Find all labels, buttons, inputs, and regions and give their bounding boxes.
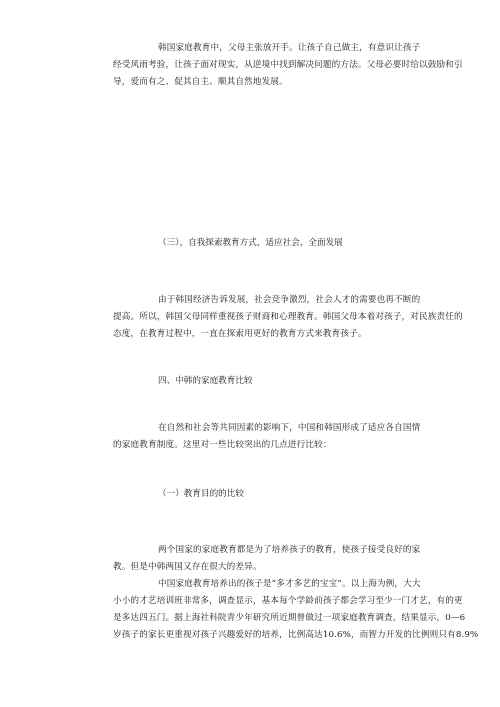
text-line: 经受风雨考验，让孩子面对现实，从逆境中找到解决问题的方法。父母必要时给以鼓励和引 [113, 60, 463, 70]
text-line: 的家庭教育制度。这里对一些比较突出的几点进行比较： [113, 440, 332, 450]
text-line: 提高。所以，韩国父母同样重视孩子财商和心理教育。韩国父母本着对孩子，对民族责任的 [113, 312, 463, 322]
text-line: 教。但是中韩两国又存在很大的差异。 [113, 562, 262, 572]
text-line: 小小的才艺培训班非常多，调查显示，基本每个学龄前孩子都会学习至少一门才艺，有的更 [113, 596, 463, 606]
text-line: 韩国家庭教育中，父母主张放开手。让孩子自己做主，有意识让孩子 [158, 43, 421, 53]
paragraph-goals [113, 542, 421, 576]
section-heading-education-goals: （一）教育目的的比较 [158, 489, 244, 499]
text-line: 是多达四五门。据上海社科院青少年研究所近期曾做过一项家庭教育调查，结果显示，0—6 [113, 613, 466, 623]
text-line: 在自然和社会等共同因素的影响下，中国和韩国形成了适应各自国情 [158, 423, 421, 433]
text-line: 导，爱而有之、促其自主、顺其自然地发展。 [113, 77, 288, 87]
paragraph-comparison-intro [113, 420, 421, 454]
text-line: 岁孩子的家长更重视对孩子兴趣爱好的培养，比例高达10.6%，而智力开发的比例则只有8.9% [113, 630, 479, 640]
paragraph-chinese-talents [113, 576, 479, 644]
text-line: 中国家庭教育培养出的孩子是“多才多艺的宝宝”。以上海为例，大大 [158, 579, 421, 589]
section-heading-comparison: 四、中韩的家庭教育比较 [158, 376, 253, 386]
text-line: 态度，在教育过程中，一直在探索用更好的教育方式来教育孩子。 [113, 329, 367, 339]
paragraph-parental-freedom [113, 40, 463, 91]
text-line: 由于韩国经济告诉发展，社会竞争激烈，社会人才的需要也再不断的 [158, 295, 421, 305]
paragraph-economy-competition [113, 292, 463, 343]
text-line: 两个国家的家庭教育都是为了培养孩子的教育，使孩子接受良好的家 [158, 545, 421, 555]
section-heading-self-exploration: （三），自我探索教育方式，适应社会，全面发展 [158, 238, 343, 248]
